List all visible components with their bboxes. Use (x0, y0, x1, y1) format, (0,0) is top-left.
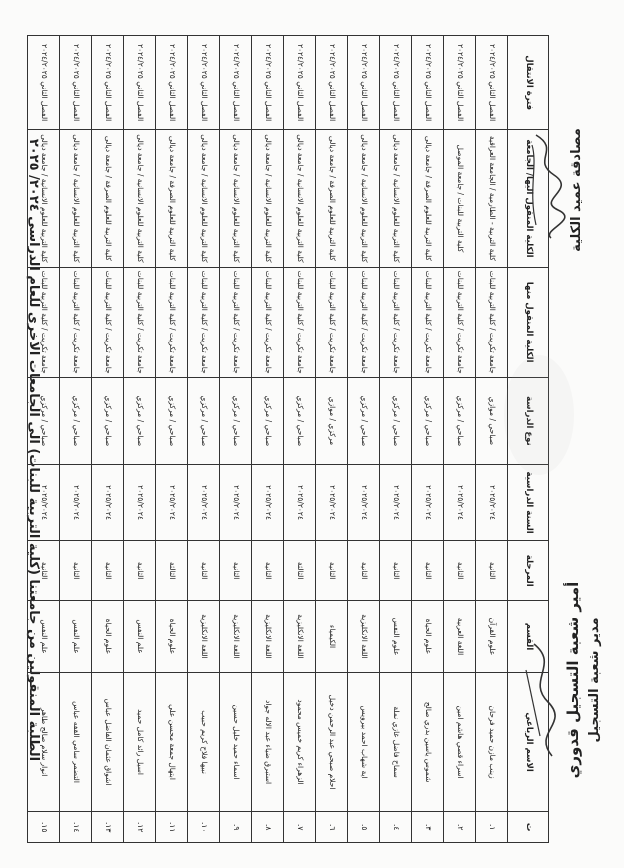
cell-transfer-period: الفصل الثاني ٢٠٢٤/٢٠٢٥ (316, 36, 348, 130)
cell-academic-year: ٢٠٢٥/٢٠٢٤ (316, 465, 348, 541)
cell-from-college: جامعة تكريت / كلية التربية للبنات (284, 267, 316, 377)
cell-from-college: جامعة تكريت / كلية التربية للبنات (60, 267, 92, 377)
cell-study-type: صباحي / مركزي (92, 377, 124, 464)
cell-to-college: كلية التربية للعلوم الانسانية / جامعة ديالى (348, 130, 380, 267)
cell-study-type: مركزي / موازي (316, 377, 348, 464)
table-row (28, 36, 60, 843)
cell-study-type: صباحي / مركزي (380, 377, 412, 464)
cell-study-type: صباحي / مركزي (252, 377, 284, 464)
cell-to-college: كلية التربية للعلوم الصرفة / جامعة ديالى (92, 130, 124, 267)
cell-department: اللغة العربية (444, 601, 476, 673)
dean-approval-label: مصادقة عميد الكلية (569, 128, 584, 252)
cell-transfer-period: الفصل الثاني ٢٠٢٤/٢٠٢٥ (284, 36, 316, 130)
registrar-signature (522, 640, 562, 760)
cell-stage: الثانية (412, 541, 444, 601)
cell-name: اشواق عثمان الفاضل عباس (92, 672, 124, 812)
cell-study-type: صباحي / مركزي (156, 377, 188, 464)
cell-name: احلام صبحي عبد الرحمن دخيل (316, 672, 348, 812)
cell-to-college: كلية التربية للعلوم الانسانية / جامعة ديالى (252, 130, 284, 267)
cell-department: علم النفس (28, 601, 60, 673)
cell-seq: ١٣. (92, 812, 124, 843)
cell-stage: الثانية (444, 541, 476, 601)
cell-seq: ١. (476, 812, 508, 843)
cell-to-college: كلية التربية - الطارمية / الجامعة العراقية (476, 130, 508, 267)
header-study-type: نوع الدراسة (508, 377, 549, 464)
header-seq: ت (508, 812, 549, 843)
cell-seq: ١٢. (124, 812, 156, 843)
cell-study-type: صباحي / مركزي (348, 377, 380, 464)
cell-seq: ٨. (252, 812, 284, 843)
cell-department: اللغة الانكليزية (348, 601, 380, 673)
table-row (60, 36, 92, 843)
cell-to-college: كلية التربية للعلوم الانسانية / جامعة ديالى (188, 130, 220, 267)
cell-stage: الثانية (316, 541, 348, 601)
cell-from-college: جامعة تكريت / كلية التربية للبنات (380, 267, 412, 377)
cell-from-college: جامعة تكريت / كلية التربية للبنات (348, 267, 380, 377)
cell-transfer-period: الفصل الثاني ٢٠٢٤/٢٠٢٥ (380, 36, 412, 130)
cell-transfer-period: الفصل الثاني ٢٠٢٤/٢٠٢٥ (188, 36, 220, 130)
cell-academic-year: ٢٠٢٥/٢٠٢٤ (380, 465, 412, 541)
cell-transfer-period: الفصل الثاني ٢٠٢٤/٢٠٢٥ (156, 36, 188, 130)
cell-name: الزهراء كريم خميس محمود (284, 672, 316, 812)
cell-name: ابتهال جمعة محسن علي (156, 672, 188, 812)
cell-transfer-period: الفصل الثاني ٢٠٢٤/٢٠٢٥ (348, 36, 380, 130)
cell-academic-year: ٢٠٢٥/٢٠٢٤ (220, 465, 252, 541)
cell-department: علوم النفس (380, 601, 412, 673)
cell-study-type: صباحي / مركزي (28, 377, 60, 464)
table-body (28, 36, 508, 843)
table-row (188, 36, 220, 843)
cell-seq: ١٤. (60, 812, 92, 843)
cell-transfer-period: الفصل الثاني ٢٠٢٤/٢٠٢٥ (412, 36, 444, 130)
cell-to-college: كلية التربية للعلوم الانسانية / جامعة ديالى (284, 130, 316, 267)
table-row (124, 36, 156, 843)
table-row (412, 36, 444, 843)
cell-to-college: كلية التربية للعلوم الانسانية / جامعة ديالى (28, 130, 60, 267)
cell-name: نبيها فلاح كريم حبيب (188, 672, 220, 812)
cell-to-college: كلية التربية للبنات / جامعة الموصل (444, 130, 476, 267)
cell-department: علم النفس (60, 601, 92, 673)
cell-academic-year: ٢٠٢٥/٢٠٢٤ (412, 465, 444, 541)
cell-from-college: جامعة تكريت / كلية التربية للبنات (92, 267, 124, 377)
table-row (284, 36, 316, 843)
cell-transfer-period: الفصل الثاني ٢٠٢٤/٢٠٢٥ (444, 36, 476, 130)
cell-academic-year: ٢٠٢٥/٢٠٢٤ (252, 465, 284, 541)
cell-academic-year: ٢٠٢٥/٢٠٢٤ (156, 465, 188, 541)
cell-from-college: جامعة تكريت / كلية التربية للبنات (412, 267, 444, 377)
header-transfer-period: فترة الانتقال (508, 36, 549, 130)
cell-academic-year: ٢٠٢٥/٢٠٢٤ (124, 465, 156, 541)
cell-from-college: جامعة تكريت / كلية التربية للبنات (156, 267, 188, 377)
cell-name: انوار سلام صالح طاهر (28, 672, 60, 812)
cell-name: سماح فاضل غازي نملة (380, 672, 412, 812)
cell-seq: ٣. (412, 812, 444, 843)
cell-name: اسماء حميد خليل حسين (220, 672, 252, 812)
cell-to-college: كلية التربية للعلوم الانسانية / جامعة ديالى (60, 130, 92, 267)
cell-seq: ١٥. (28, 812, 60, 843)
cell-transfer-period: الفصل الثاني ٢٠٢٤/٢٠٢٥ (28, 36, 60, 130)
cell-name: زينب مازن حميد فرحان (476, 672, 508, 812)
table-row (348, 36, 380, 843)
cell-to-college: كلية التربية للعلوم الصرفة / جامعة ديالى (156, 130, 188, 267)
cell-to-college: كلية التربية للعلوم الانسانية / جامعة ديالى (380, 130, 412, 267)
cell-department: اللغة الانكليزية (284, 601, 316, 673)
header-name: الاسم الرباعي (508, 672, 549, 812)
cell-from-college: جامعة تكريت / كلية التربية للبنات (476, 267, 508, 377)
cell-stage: الثانية (60, 541, 92, 601)
cell-department: علوم القرآن (476, 601, 508, 673)
cell-study-type: صباحي / مركزي (60, 377, 92, 464)
cell-to-college: كلية التربية للعلوم الصرفة / جامعة ديالى (316, 130, 348, 267)
cell-department: اللغة الانكليزية (252, 601, 284, 673)
cell-from-college: جامعة تكريت / كلية التربية للبنات (444, 267, 476, 377)
dean-signature (526, 130, 566, 240)
official-seal (504, 355, 574, 475)
cell-from-college: جامعة تكريت / كلية التربية للبنات (124, 267, 156, 377)
cell-stage: الثانية (252, 541, 284, 601)
cell-transfer-period: الفصل الثاني ٢٠٢٤/٢٠٢٥ (60, 36, 92, 130)
cell-from-college: جامعة تكريت / كلية التربية للبنات (316, 267, 348, 377)
cell-seq: ١٠. (188, 812, 220, 843)
cell-seq: ٩. (220, 812, 252, 843)
cell-transfer-period: الفصل الثاني ٢٠٢٤/٢٠٢٥ (476, 36, 508, 130)
cell-seq: ٤. (380, 812, 412, 843)
cell-stage: الثانية (476, 541, 508, 601)
registrar-title: مدير شعبة التسجيل (587, 617, 602, 743)
table-row (476, 36, 508, 843)
cell-study-type: صباحي / مركزي (412, 377, 444, 464)
cell-department: اللغة الانكليزية (188, 601, 220, 673)
header-department: القسم (508, 601, 549, 673)
cell-name: استبرق ضياء عبد الاله جواد (252, 672, 284, 812)
table-row (220, 36, 252, 843)
table-row (380, 36, 412, 843)
cell-to-college: كلية التربية للعلوم الانسانية / جامعة ديالى (220, 130, 252, 267)
cell-name: التضمر سامي القفه عباس (60, 672, 92, 812)
header-from-college: الكلية المنقول منها (508, 267, 549, 377)
cell-seq: ٥. (348, 812, 380, 843)
cell-department: علم النفس (124, 601, 156, 673)
cell-academic-year: ٢٠٢٥/٢٠٢٤ (60, 465, 92, 541)
table-row (316, 36, 348, 843)
cell-stage: الثانية (124, 541, 156, 601)
cell-transfer-period: الفصل الثاني ٢٠٢٤/٢٠٢٥ (220, 36, 252, 130)
cell-from-college: جامعة تكريت / كلية التربية للبنات (28, 267, 60, 377)
table-row (92, 36, 124, 843)
cell-department: علوم الحياة (92, 601, 124, 673)
cell-department: اللغة الانكليزية (220, 601, 252, 673)
cell-study-type: صباحي / مركزي (124, 377, 156, 464)
cell-to-college: كلية التربية للعلوم الانسانية / جامعة ديالى (124, 130, 156, 267)
cell-from-college: جامعة تكريت / كلية التربية للبنات (188, 267, 220, 377)
cell-seq: ٢. (444, 812, 476, 843)
registrar-name: أمير شعبة التسجيل قدوري (564, 581, 582, 779)
cell-academic-year: ٢٠٢٥/٢٠٢٤ (92, 465, 124, 541)
cell-academic-year: ٢٠٢٥/٢٠٢٤ (188, 465, 220, 541)
cell-stage: الثانية (188, 541, 220, 601)
cell-transfer-period: الفصل الثاني ٢٠٢٤/٢٠٢٥ (252, 36, 284, 130)
cell-seq: ٦. (316, 812, 348, 843)
document-title: الطلبة المنقولين من جامعتنا (كلية التربية للبنات) الى الجامعات الاخرى للعام الدراسي ٢٠٢٤/ ٢٠٢٥ (26, 138, 41, 762)
table-row (252, 36, 284, 843)
transfer-table (27, 35, 549, 843)
table-row (156, 36, 188, 843)
cell-academic-year: ٢٠٢٥/٢٠٢٤ (444, 465, 476, 541)
cell-transfer-period: الفصل الثاني ٢٠٢٤/٢٠٢٥ (124, 36, 156, 130)
cell-from-college: جامعة تكريت / كلية التربية للبنات (252, 267, 284, 377)
cell-name: اسيل رائد كامل حميد (124, 672, 156, 812)
cell-name: اية شهاب احمد بيرويس (348, 672, 380, 812)
cell-stage: الثانية (380, 541, 412, 601)
cell-academic-year: ٢٠٢٥/٢٠٢٤ (284, 465, 316, 541)
cell-stage: الثانية (28, 541, 60, 601)
cell-name: اسراء قصي هاشم امين (444, 672, 476, 812)
cell-stage: الثانية (348, 541, 380, 601)
cell-department: الكيمياء (316, 601, 348, 673)
cell-study-type: صباحي / موازي (476, 377, 508, 464)
table-row (444, 36, 476, 843)
cell-study-type: صباحي / مركزي (188, 377, 220, 464)
cell-seq: ١١. (156, 812, 188, 843)
header-stage: المرحلة (508, 541, 549, 601)
cell-stage: الثانية (92, 541, 124, 601)
cell-academic-year: ٢٠٢٥/٢٠٢٤ (28, 465, 60, 541)
cell-name: شموس ياسين بدري صالح (412, 672, 444, 812)
header-to-college: الكلية المنقول اليها/ الجامعة (508, 130, 549, 267)
cell-department: علوم الحياة (156, 601, 188, 673)
cell-stage: الثالثة (284, 541, 316, 601)
cell-academic-year: ٢٠٢٥/٢٠٢٤ (476, 465, 508, 541)
cell-seq: ٧. (284, 812, 316, 843)
cell-from-college: جامعة تكريت / كلية التربية للبنات (220, 267, 252, 377)
cell-study-type: صباحي / مركزي (284, 377, 316, 464)
cell-study-type: صباحي / مركزي (220, 377, 252, 464)
cell-transfer-period: الفصل الثاني ٢٠٢٤/٢٠٢٥ (92, 36, 124, 130)
header-academic-year: السنة الدراسية (508, 465, 549, 541)
cell-study-type: صباحي / مركزي (444, 377, 476, 464)
cell-stage: الثانية (220, 541, 252, 601)
cell-to-college: كلية التربية للعلوم الصرفة / جامعة ديالى (412, 130, 444, 267)
cell-academic-year: ٢٠٢٥/٢٠٢٤ (348, 465, 380, 541)
cell-department: علوم الحياة (412, 601, 444, 673)
cell-stage: الثالثة (156, 541, 188, 601)
